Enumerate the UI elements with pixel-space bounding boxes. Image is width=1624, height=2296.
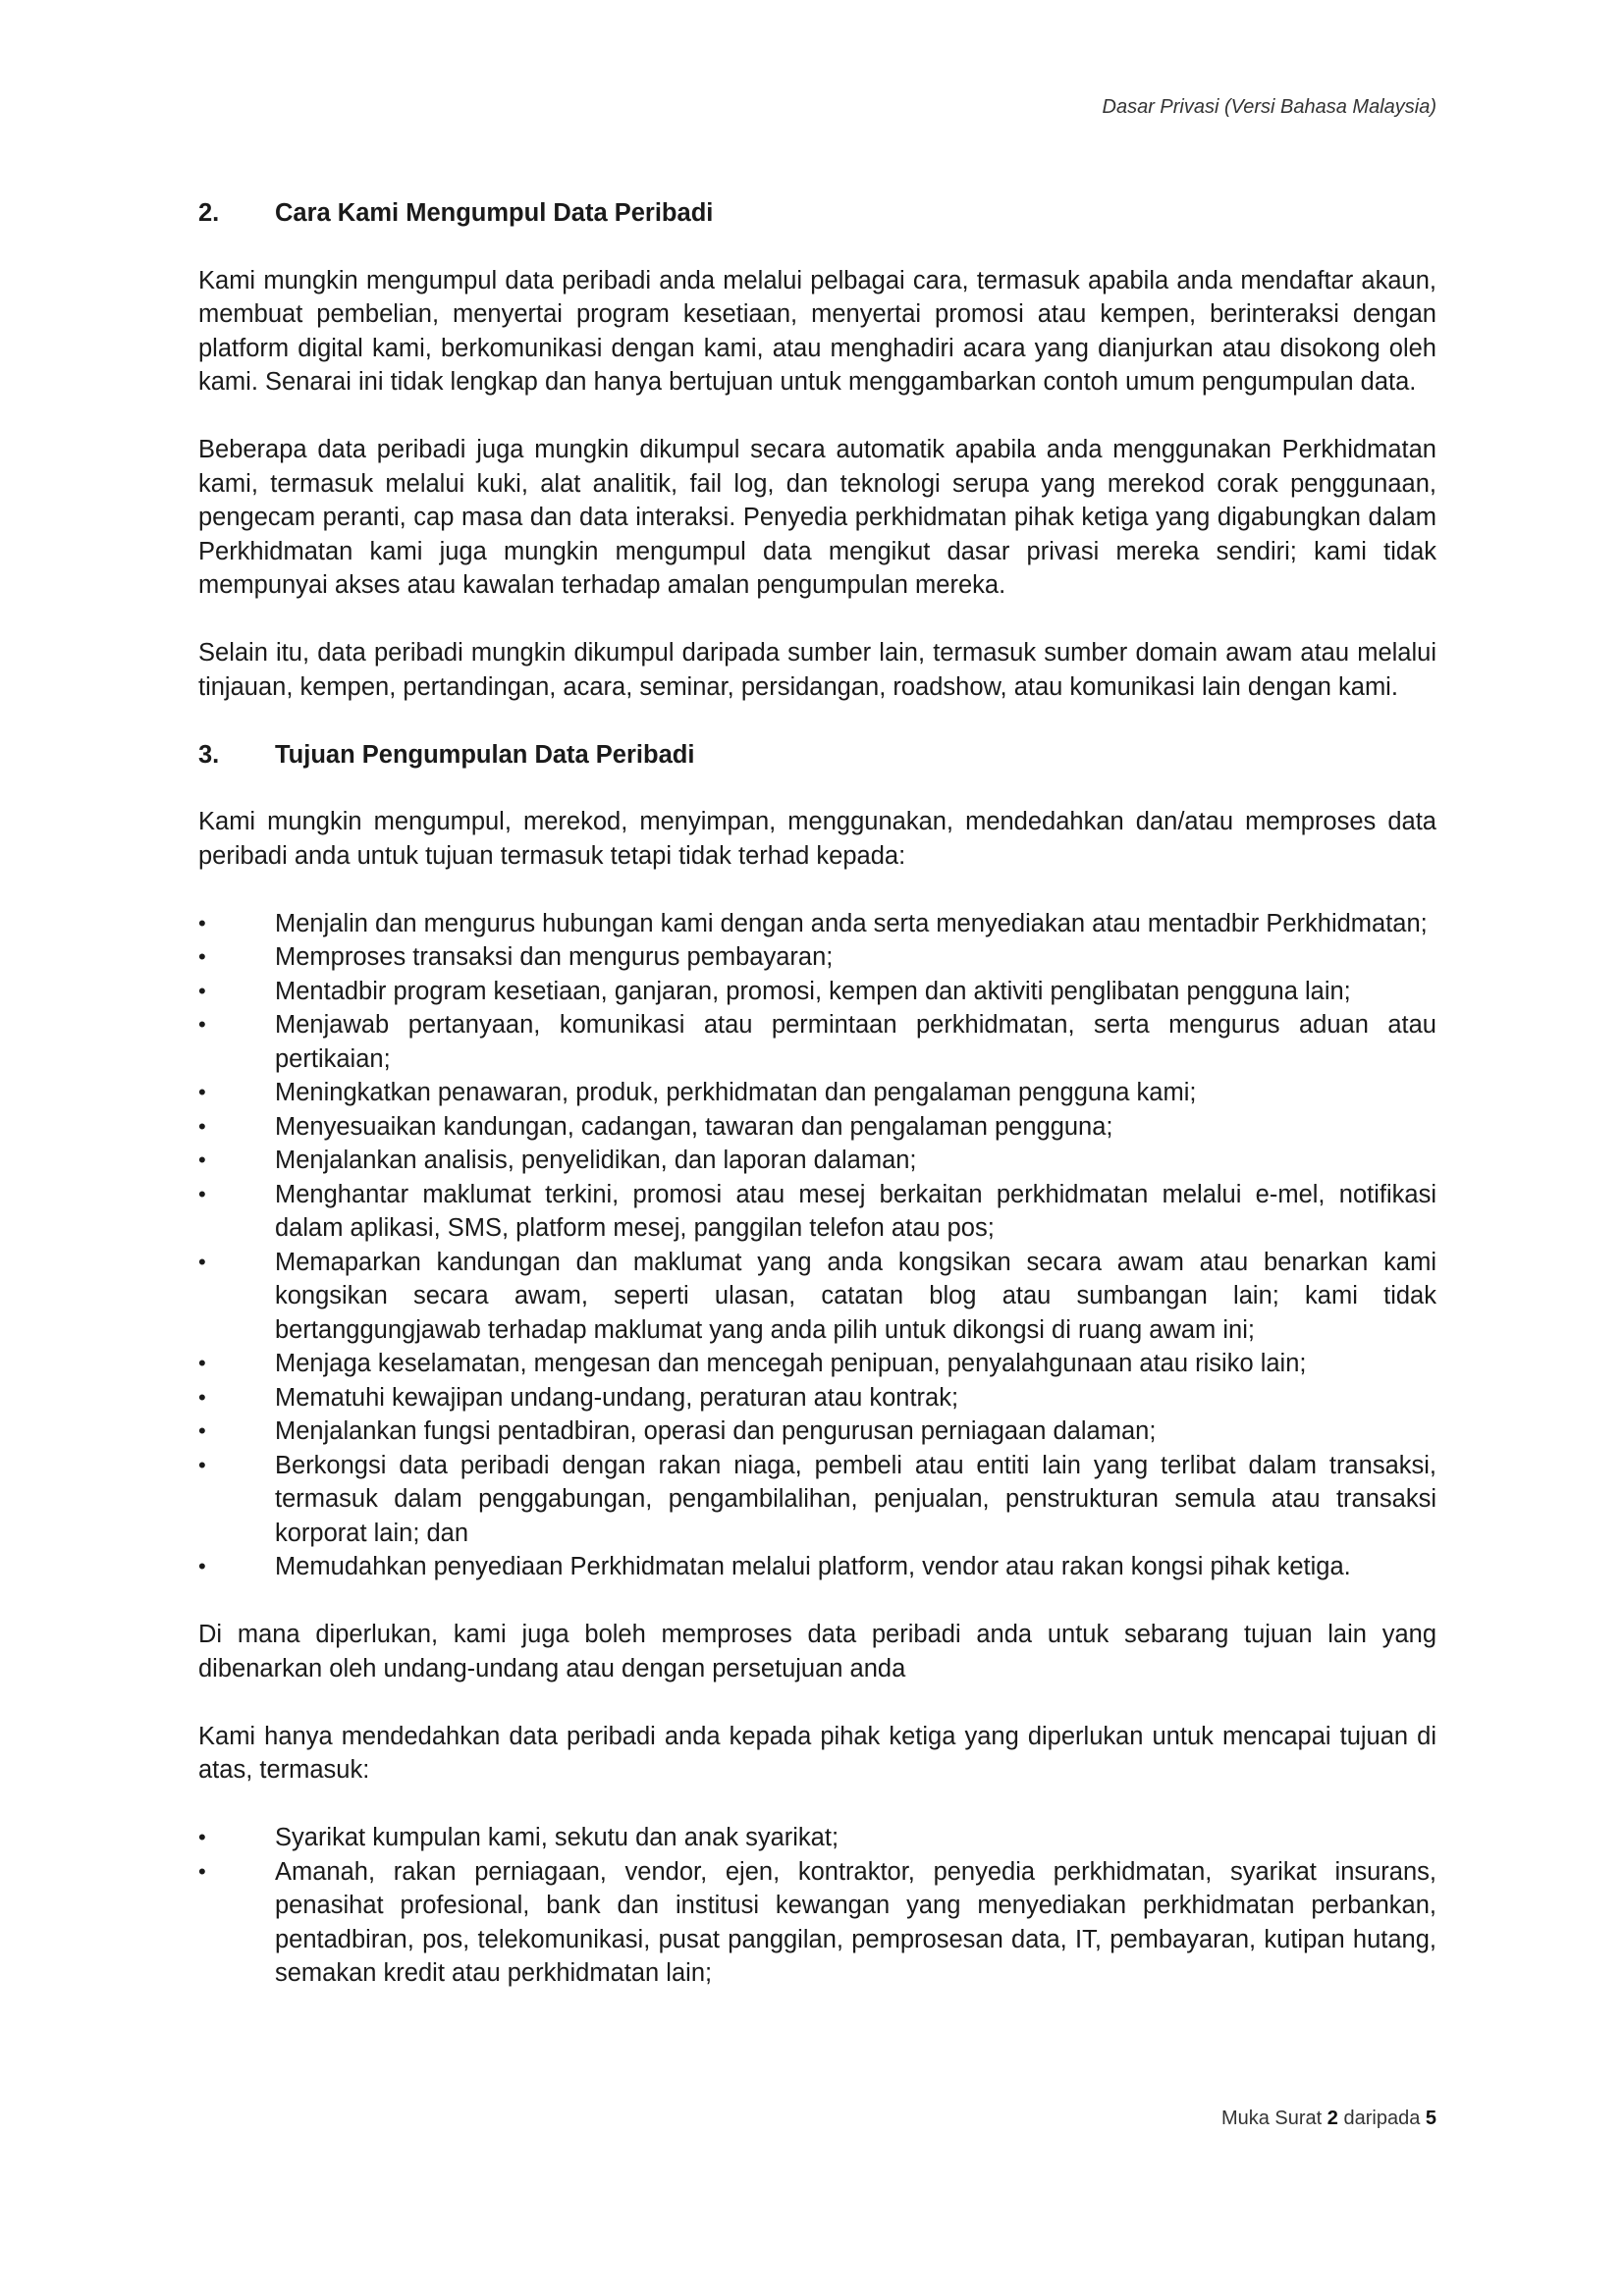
page-current: 2 xyxy=(1326,2108,1338,2129)
bullet-icon: • xyxy=(198,1351,206,1375)
bullet-icon: • xyxy=(198,1554,206,1578)
list-item-text: Menjaga keselamatan, mengesan dan mencegah penipuan, penyalahgunaan atau risiko lain; xyxy=(275,1350,1307,1377)
list-item xyxy=(198,1144,1436,1178)
list-item xyxy=(198,1550,1436,1584)
page-content xyxy=(198,196,1436,2024)
list-item xyxy=(198,1178,1436,1246)
list-item xyxy=(198,1076,1436,1110)
list-item xyxy=(198,1449,1436,1551)
bullet-icon: • xyxy=(198,978,206,1003)
recipients-list xyxy=(198,1821,1436,1991)
bullet-icon: • xyxy=(198,1012,206,1037)
list-item-text: Menjawab pertanyaan, komunikasi atau permintaan perkhidmatan, serta mengurus aduan atau pertikaian; xyxy=(275,1011,1436,1073)
list-item xyxy=(198,1855,1436,1991)
list-item xyxy=(198,1415,1436,1449)
list-item xyxy=(198,1821,1436,1855)
list-item xyxy=(198,1246,1436,1348)
list-item-text: Menjalankan analisis, penyelidikan, dan laporan dalaman; xyxy=(275,1147,917,1174)
bullet-icon: • xyxy=(198,1113,206,1139)
section-2-heading xyxy=(198,196,1436,231)
list-item-text: Amanah, rakan perniagaan, vendor, ejen, kontraktor, penyedia perkhidmatan, syarikat insurans, penasihat profesional, bank dan institusi kewangan yang menyediakan perkhidmatan perbankan, pentadbiran, pos, telekomunikasi, pusat panggilan, pemprosesan data, IT, pembayaran, kutipan hutang, semakan kredit atau perkhidmatan lain; xyxy=(275,1857,1436,1987)
list-item-text: Berkongsi data peribadi dengan rakan niaga, pembeli atau entiti lain yang terlibat dalam transaksi, termasuk dalam penggabungan, pengambilalihan, penjualan, penstrukturan semula atau transaksi korporat lain; dan xyxy=(275,1451,1436,1547)
list-item-text: Menjalankan fungsi pentadbiran, operasi dan pengurusan perniagaan dalaman; xyxy=(275,1417,1157,1445)
list-item xyxy=(198,1008,1436,1076)
list-item-text: Syarikat kumpulan kami, sekutu dan anak syarikat; xyxy=(275,1824,839,1851)
paragraph: Kami hanya mendedahkan data peribadi anda kepada pihak ketiga yang diperlukan untuk mencapai tujuan di atas, termasuk: xyxy=(198,1722,1436,1784)
page-label-prefix: Muka Surat xyxy=(1220,2108,1323,2129)
paragraph: Selain itu, data peribadi mungkin dikumpul daripada sumber lain, termasuk sumber domain awam atau melalui tinjauan, kempen, pertandingan, acara, seminar, persidangan, roadshow, atau komunikasi lain dengan kami. xyxy=(198,639,1436,701)
page-footer xyxy=(1221,2108,1436,2130)
list-item xyxy=(198,1110,1436,1145)
list-item-text: Memudahkan penyediaan Perkhidmatan melalui platform, vendor atau rakan kongsi pihak ketiga. xyxy=(275,1553,1351,1580)
list-item xyxy=(198,940,1436,975)
section-3-heading xyxy=(198,738,1436,773)
section-number: 2. xyxy=(198,199,220,227)
list-item-text: Memaparkan kandungan dan maklumat yang anda kongsikan secara awam atau benarkan kami kongsikan secara awam, seperti ulasan, catatan blog atau sumbangan lain; kami tidak bertanggungjawab terhadap maklumat yang anda pilih untuk dikongsi di ruang awam ini; xyxy=(275,1248,1436,1344)
list-item-text: Menjalin dan mengurus hubungan kami dengan anda serta menyediakan atau mentadbir Perkhidmatan; xyxy=(275,909,1428,937)
bullet-icon: • xyxy=(198,1148,206,1172)
running-header: Dasar Privasi (Versi Bahasa Malaysia) xyxy=(1102,96,1436,118)
list-item-text: Meningkatkan penawaran, produk, perkhidmatan dan pengalaman pengguna kami; xyxy=(275,1079,1197,1106)
purposes-list xyxy=(198,907,1436,1584)
section-title: Cara Kami Mengumpul Data Peribadi xyxy=(275,199,714,227)
bullet-icon: • xyxy=(198,1249,206,1274)
list-item-text: Mentadbir program kesetiaan, ganjaran, promosi, kempen dan aktiviti penglibatan pengguna lain; xyxy=(275,977,1351,1005)
list-item xyxy=(198,1347,1436,1381)
list-item-text: Menyesuaikan kandungan, cadangan, tawaran dan pengalaman pengguna; xyxy=(275,1112,1113,1141)
paragraph: Di mana diperlukan, kami juga boleh memproses data peribadi anda untuk sebarang tujuan lain yang dibenarkan oleh undang-undang atau dengan persetujuan anda xyxy=(198,1621,1436,1682)
list-item xyxy=(198,907,1436,941)
page-total: 5 xyxy=(1425,2108,1436,2129)
bullet-icon: • xyxy=(198,1452,206,1477)
section-number: 3. xyxy=(198,740,220,769)
list-item-text: Mematuhi kewajipan undang-undang, peraturan atau kontrak; xyxy=(275,1383,959,1412)
paragraph: Kami mungkin mengumpul, merekod, menyimpan, menggunakan, mendedahkan dan/atau memproses data peribadi anda untuk tujuan termasuk tetapi tidak terhad kepada: xyxy=(198,808,1436,870)
bullet-icon: • xyxy=(198,1080,206,1104)
section-title: Tujuan Pengumpulan Data Peribadi xyxy=(275,740,695,769)
bullet-icon: • xyxy=(198,944,206,969)
list-item-text: Menghantar maklumat terkini, promosi atau mesej berkaitan perkhidmatan melalui e-mel, notifikasi dalam aplikasi, SMS, platform mesej, panggilan telefon atau pos; xyxy=(275,1180,1436,1242)
list-item xyxy=(198,975,1436,1009)
list-item xyxy=(198,1381,1436,1415)
page-label-middle: daripada xyxy=(1343,2108,1421,2129)
bullet-icon: • xyxy=(198,1858,206,1884)
paragraph: Kami mungkin mengumpul data peribadi anda melalui pelbagai cara, termasuk apabila anda mendaftar akaun, membuat pembelian, menyertai program kesetiaan, menyertai promosi atau kempen, berinteraksi dengan platform digital kami, berkomunikasi dengan kami, atau menghadiri acara yang dianjurkan atau disokong oleh kami. Senarai ini tidak lengkap dan hanya bertujuan untuk menggambarkan contoh umum pengumpulan data. xyxy=(198,266,1436,396)
paragraph: Beberapa data peribadi juga mungkin dikumpul secara automatik apabila anda menggunakan Perkhidmatan kami, termasuk melalui kuki, alat analitik, fail log, dan teknologi serupa yang merekod corak penggunaan, pengecam peranti, cap masa dan data interaksi. Penyedia perkhidmatan pihak ketiga yang digabungkan dalam Perkhidmatan kami juga mungkin mengumpul data mengikut dasar privasi mereka sendiri; kami tidak mempunyai akses atau kawalan terhadap amalan pengumpulan mereka. xyxy=(198,436,1436,599)
bullet-icon: • xyxy=(198,910,206,935)
bullet-icon: • xyxy=(198,1181,206,1206)
list-item-text: Memproses transaksi dan mengurus pembayaran; xyxy=(275,943,834,971)
bullet-icon: • xyxy=(198,1418,206,1443)
bullet-icon: • xyxy=(198,1825,206,1849)
bullet-icon: • xyxy=(198,1384,206,1410)
